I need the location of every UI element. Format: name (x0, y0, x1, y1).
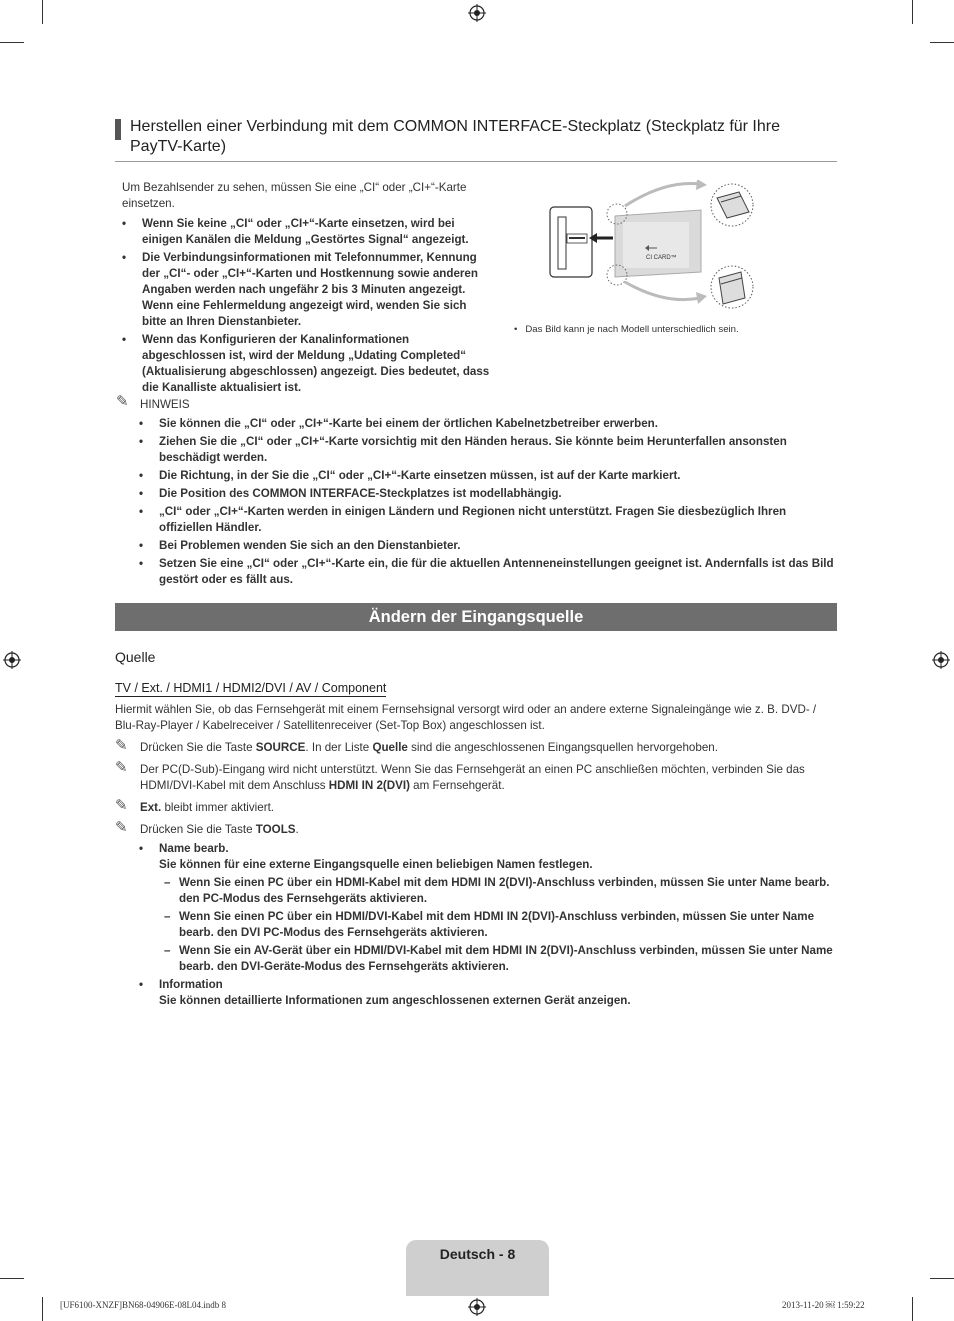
option-desc: Sie können für eine externe Eingangsquelle einen beliebigen Namen festlegen. (159, 858, 593, 871)
ext-term: Ext. (140, 801, 162, 814)
text: am Fernsehgerät. (409, 779, 505, 792)
pencil-note-icon: ✎ (115, 737, 128, 754)
list-item: • Wenn das Konfigurieren der Kanalinformationen abgeschlossen ist, wird der Meldung „Udating Completed“ (Aktualisierung abgeschlossen) angezeigt. Dies bedeutet, dass die Kanalliste aktualisiert ist. (122, 332, 494, 396)
figure-caption: Das Bild kann je nach Modell unterschiedlich sein. (525, 324, 739, 335)
card-label: CI CARD™ (646, 255, 677, 261)
text: . In der Liste (305, 741, 373, 754)
option-title: • Information (159, 978, 223, 991)
hdmi-term: HDMI IN 2(DVI) (328, 779, 410, 792)
note-heading: HINWEIS (140, 398, 190, 411)
bullet-dot: • (514, 324, 526, 335)
heading-bar (115, 119, 121, 140)
list-item: • Wenn Sie keine „CI“ oder „CI+“-Karte einsetzen, wird bei einigen Kanälen die Meldung „Gestörtes Signal“ angezeigt. (122, 216, 494, 248)
list-item: • Ziehen Sie die „CI“ oder „CI+“-Karte vorsichtig mit den Händen heraus. Sie könnte beim Herunterfallen ansonsten beschädigt werden. (139, 434, 838, 466)
list-item: – Wenn Sie einen PC über ein HDMI/DVI-Kabel mit dem HDMI IN 2(DVI)-Anschluss verbinden, müssen Sie unter Name bearb. den DVI PC-Modus des Fernsehgeräts aktivieren. (159, 909, 837, 941)
text: . (295, 823, 299, 836)
tools-key: TOOLS (255, 823, 296, 836)
figure-caption-row (514, 323, 774, 337)
crop-mark (0, 1278, 24, 1279)
registration-mark-icon (932, 651, 950, 669)
registration-mark-icon (468, 1298, 486, 1316)
registration-mark-icon (468, 4, 486, 22)
tools-options (139, 841, 837, 1009)
section-title: Herstellen einer Verbindung mit dem COMMON INTERFACE-Steckplatz (Steckplatz für Ihre PayTV-Karte) (130, 118, 780, 155)
quelle-term: Quelle (372, 741, 408, 754)
option-information (139, 977, 837, 1009)
list-item: • Sie können die „CI“ oder „CI+“-Karte bei einem der örtlichen Kabelnetzbetreiber erwerben. (139, 416, 838, 432)
list-item: • Setzen Sie eine „CI“ oder „CI+“-Karte ein, die für die aktuellen Antenneneinstellungen geeignet ist. Andernfalls ist das Bild gestört oder es fällt aus. (139, 556, 838, 588)
note-source (115, 737, 837, 756)
text: Drücken Sie die Taste (140, 741, 256, 754)
crop-mark (42, 1297, 43, 1321)
list-item: • Die Verbindungsinformationen mit Telefonnummer, Kennung der „CI“- oder „CI+“-Karten und Hostkennung sowie anderen Angaben werden nach ungefähr 2 bis 3 Minuten angezeigt. Wenn eine Fehlermeldung angezeigt wird, wenden Sie sich bitte an Ihren Dienstanbieter. (122, 250, 494, 330)
text: bleibt immer aktiviert. (161, 801, 275, 814)
ci-intro: Um Bezahlsender zu sehen, müssen Sie eine „CI“ oder „CI+“-Karte einsetzen. (122, 181, 467, 210)
list-item: • Die Position des COMMON INTERFACE-Steckplatzes ist modellabhängig. (139, 486, 838, 502)
source-key: SOURCE (255, 741, 306, 754)
note-tools (115, 819, 837, 838)
menu-path: TV / Ext. / HDMI1 / HDMI2/DVI / AV / Component (115, 681, 387, 695)
pencil-note-icon: ✎ (115, 797, 128, 814)
list-item: – Wenn Sie einen PC über ein HDMI-Kabel mit dem HDMI IN 2(DVI)-Anschluss verbinden, müssen Sie unter Name bearb. den PC-Modus des Fernsehgeräts aktivieren. (159, 875, 837, 907)
note-list (139, 416, 838, 588)
list-item: – Wenn Sie ein AV-Gerät über ein HDMI/DVI-Kabel mit dem HDMI IN 2(DVI)-Anschluss verbinden, müssen Sie unter Name bearb. den DVI-Geräte-Modus des Fernsehgeräts aktivieren. (159, 943, 837, 975)
dash-list (159, 875, 837, 975)
source-intro: Hiermit wählen Sie, ob das Fernsehgerät mit einem Fernsehsignal versorgt wird oder an andere externe Signaleingänge wie z. B. DVD- / Blu-Ray-Player / Kabelreceiver / Satellitenreceiver (Set-Top Box) angeschlossen ist. (115, 703, 817, 732)
note-pc (115, 759, 837, 794)
note-ext (115, 797, 837, 816)
crop-mark (42, 0, 43, 24)
option-name-edit (139, 841, 837, 975)
ci-card-illustration (545, 180, 760, 315)
pencil-note-icon: ✎ (115, 759, 128, 776)
crop-mark (930, 1278, 954, 1279)
text: sind die angeschlossenen Eingangsquellen hervorgehoben. (407, 741, 718, 754)
list-item: • „CI“ oder „CI+“-Karten werden in einigen Ländern und Regionen nicht unterstützt. Fragen Sie diesbezüglich Ihren offiziellen Händler. (139, 504, 838, 536)
option-desc: Sie können detaillierte Informationen zum angeschlossenen externen Gerät anzeigen. (159, 994, 631, 1007)
registration-mark-icon (3, 651, 21, 669)
page-number-tab (406, 1240, 549, 1296)
list-item: • Bei Problemen wenden Sie sich an den Dienstanbieter. (139, 538, 838, 554)
footer-file-info: [UF6100-XNZF]BN68-04906E-08L04.indb 8 (60, 1300, 226, 1310)
note-heading-row (116, 393, 838, 413)
footer-timestamp: 2013-11-20 ￼ 1:59:22 (782, 1300, 865, 1310)
text: Drücken Sie die Taste (140, 823, 256, 836)
source-body (115, 702, 837, 1011)
pencil-note-icon: ✎ (115, 819, 128, 836)
page-label: Deutsch - 8 (439, 1246, 516, 1262)
crop-mark (930, 42, 954, 43)
crop-mark (912, 0, 913, 24)
option-title: • Name bearb. (159, 842, 229, 855)
note-block (116, 393, 838, 590)
text: Der PC(D-Sub)-Eingang wird nicht unterstützt. Wenn Sie das Fernsehgerät an einen PC anschließen möchten, verbinden Sie das HDMI/DVI-Kabel mit dem Anschluss (140, 763, 805, 792)
subsection-title: Quelle (115, 649, 156, 665)
list-item: • Die Richtung, in der Sie die „CI“ oder „CI+“-Karte einsetzen müssen, ist auf der Karte markiert. (139, 468, 838, 484)
ci-bullet-list (122, 216, 494, 396)
crop-mark (0, 42, 24, 43)
ci-text-column (122, 180, 494, 398)
crop-mark (912, 1297, 913, 1321)
section-heading-ci (115, 117, 837, 162)
section-banner: Ändern der Eingangsquelle (115, 603, 837, 631)
pencil-note-icon: ✎ (116, 393, 129, 410)
